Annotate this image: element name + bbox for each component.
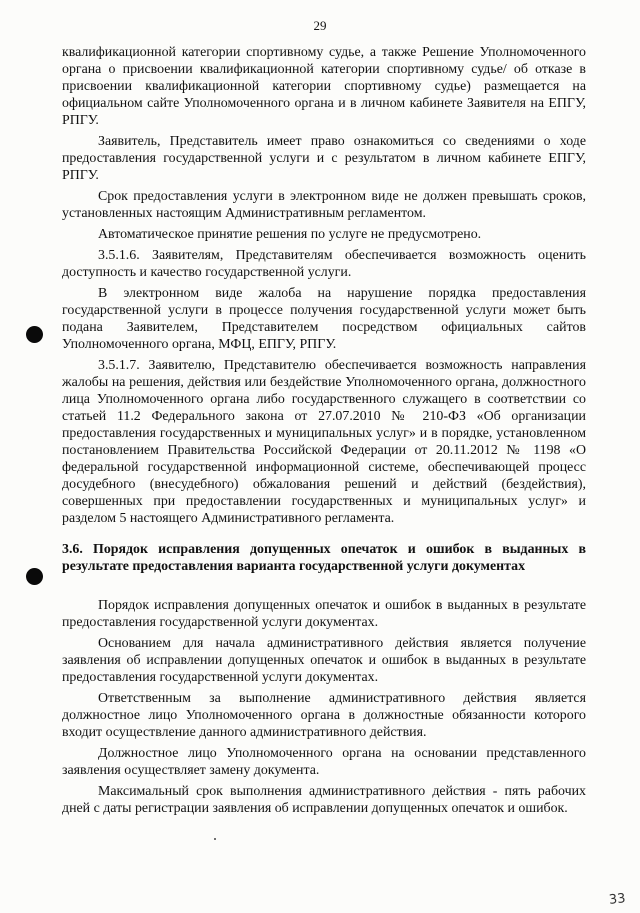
handwritten-page-number: 33 — [608, 891, 627, 908]
paragraph: 3.5.1.6. Заявителям, Представителям обеспечивается возможность оценить доступность и качество государственной услуги. — [62, 248, 586, 280]
paragraph: Срок предоставления услуги в электронном виде не должен превышать сроков, установленных настоящим Административным регламентом. — [62, 189, 586, 221]
paragraph: 3.5.1.7. Заявителю, Представителю обеспечивается возможность направления жалобы на решения, действия или бездействие Уполномоченного органа, должностного лица Уполномоченного органа либо государственного служащего в соответствии со статьей 11.2 Федерального закона от 27.07.2010 № 210-ФЗ «Об организации предоставления государственных и муниципальных услуг» и в порядке, установленном постановлением Правительства Российской Федерации от 20.11.2012 № 1198 «О федеральной государственной информационной системе, обеспечивающей процесс досудебного (внесудебного) обжалования решений и действий (бездействия), совершенных при предоставлении государственных и муниципальных услуг» и разделом 5 настоящего Административного регламента. — [62, 358, 586, 526]
binder-hole-top — [26, 326, 43, 343]
paragraph: Максимальный срок выполнения административного действия - пять рабочих дней с даты регистрации заявления об исправлении допущенных опечаток и ошибок. — [62, 784, 586, 816]
section-heading: 3.6. Порядок исправления допущенных опечаток и ошибок в выданных в результате предоставления варианта государственной услуги документах — [62, 542, 586, 574]
paragraph: В электронном виде жалоба на нарушение порядка предоставления государственной услуги в процессе получения государственной услуги может быть подана Заявителем, Представителем посредством официальных сайтов Уполномоченного органа, МФЦ, ЕПГУ, РПГУ. — [62, 286, 586, 352]
paragraph: Должностное лицо Уполномоченного органа на основании представленного заявления осуществляет замену документа. — [62, 746, 586, 778]
paragraph: Ответственным за выполнение административного действия является должностное лицо Уполномоченного органа в должностные обязанности которого входит осуществление данного административного действия. — [62, 691, 586, 740]
binder-hole-bottom — [26, 568, 43, 585]
paragraph: Порядок исправления допущенных опечаток и ошибок в выданных в результате предоставления государственной услуги документах. — [62, 598, 586, 630]
paragraph: Автоматическое принятие решения по услуге не предусмотрено. — [98, 227, 482, 242]
paragraph: Заявитель, Представитель имеет право ознакомиться со сведениями о ходе предоставления государственной услуги и с результатом в личном кабинете ЕПГУ, РПГУ. — [62, 134, 586, 183]
page-number: 29 — [313, 18, 327, 33]
paragraph: квалификационной категории спортивному судье, а также Решение Уполномоченного органа о присвоении квалификационной категории спортивному судье/ об отказе в присвоении квалификационной категории спортивному судье) размещается на официальном сайте Уполномоченного органа и в личном кабинете Заявителя на ЕПГУ, РПГУ. — [62, 45, 586, 128]
paragraph: Основанием для начала административного действия является получение заявления об исправлении допущенных опечаток и ошибок в выданных в результате предоставления государственной услуги документах. — [62, 636, 586, 685]
document-body — [62, 44, 586, 821]
scan-speck — [214, 838, 216, 840]
